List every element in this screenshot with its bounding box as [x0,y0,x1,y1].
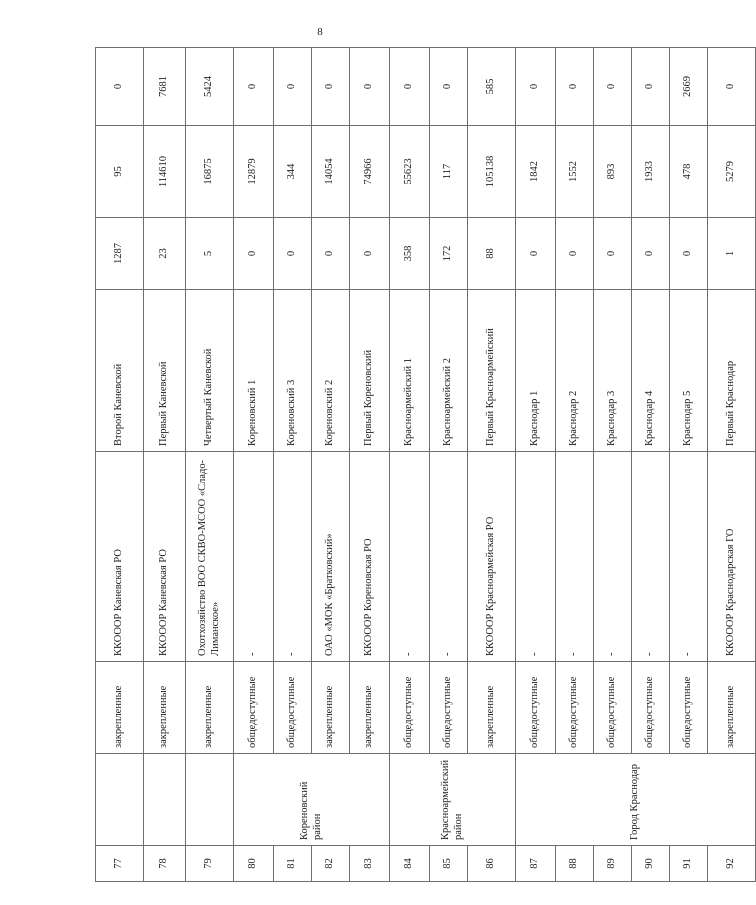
value-col-3: 5424 [186,48,234,126]
value-col-1: 0 [556,218,594,290]
user-organization: ККОООР Каневская РО [144,452,186,662]
value-col-1: 23 [144,218,186,290]
value-col-1: 0 [516,218,556,290]
hunting-grounds-table [95,47,756,882]
table-row [96,48,144,882]
value-col-2: 14054 [312,126,350,218]
row-number: 79 [186,846,234,882]
user-organization: - [274,452,312,662]
ground-type: общедоступные [234,662,274,754]
ground-name: Кореновский 3 [274,290,312,452]
user-organization: - [556,452,594,662]
user-organization: - [516,452,556,662]
value-col-3: 0 [234,48,274,126]
value-col-1: 0 [234,218,274,290]
ground-type: закрепленные [312,662,350,754]
value-col-1: 0 [350,218,390,290]
value-col-1: 0 [274,218,312,290]
ground-name: Четвертый Каневской [186,290,234,452]
district-cell-empty [96,754,144,846]
user-organization: - [670,452,708,662]
row-number: 85 [430,846,468,882]
value-col-3: 0 [594,48,632,126]
user-organization: Охотхозяйство ВОО СКВО-МСОО «Сладо-Лиманское» [186,452,234,662]
ground-name: Краснодар 4 [632,290,670,452]
ground-type: общедоступные [556,662,594,754]
value-col-2: 16875 [186,126,234,218]
district-cell-empty [144,754,186,846]
rotated-table-container [95,48,737,882]
row-number: 92 [708,846,756,882]
value-col-2: 74966 [350,126,390,218]
value-col-3: 0 [312,48,350,126]
value-col-3: 585 [468,48,516,126]
ground-name: Краснодар 1 [516,290,556,452]
ground-name: Первый Краснодар [708,290,756,452]
ground-name: Краснодар 3 [594,290,632,452]
row-number: 77 [96,846,144,882]
value-col-1: 88 [468,218,516,290]
district-label: Кореновский район [234,754,390,846]
value-col-1: 1 [708,218,756,290]
ground-type: общедоступные [390,662,430,754]
value-col-2: 55623 [390,126,430,218]
row-number: 81 [274,846,312,882]
value-col-1: 0 [632,218,670,290]
ground-type: закрепленные [350,662,390,754]
table-rotation-frame [95,48,737,882]
district-label: Город Краснодар [516,754,756,846]
value-col-2: 114610 [144,126,186,218]
value-col-2: 117 [430,126,468,218]
user-organization: - [594,452,632,662]
user-organization: ККОООР Кореновская РО [350,452,390,662]
table-row [516,48,556,882]
user-organization: ККОООР Каневская РО [96,452,144,662]
row-number: 80 [234,846,274,882]
value-col-3: 0 [96,48,144,126]
value-col-2: 1933 [632,126,670,218]
ground-name: Красноармейский 2 [430,290,468,452]
value-col-2: 1842 [516,126,556,218]
row-number: 91 [670,846,708,882]
ground-name: Второй Каневской [96,290,144,452]
user-organization: ККОООР Краснодарская ГО [708,452,756,662]
value-col-2: 12879 [234,126,274,218]
user-organization: ККОООР Красноармейская РО [468,452,516,662]
row-number: 89 [594,846,632,882]
value-col-1: 5 [186,218,234,290]
value-col-1: 1287 [96,218,144,290]
value-col-3: 0 [430,48,468,126]
value-col-3: 0 [708,48,756,126]
user-organization: - [430,452,468,662]
ground-type: закрепленные [468,662,516,754]
user-organization: - [234,452,274,662]
ground-name: Первый Красноармейский [468,290,516,452]
ground-name: Красноармейский 1 [390,290,430,452]
value-col-1: 358 [390,218,430,290]
district-label: Красноармейский район [390,754,516,846]
row-number: 84 [390,846,430,882]
value-col-2: 105138 [468,126,516,218]
ground-type: закрепленные [96,662,144,754]
value-col-3: 0 [390,48,430,126]
table-row [144,48,186,882]
value-col-2: 893 [594,126,632,218]
row-number: 82 [312,846,350,882]
value-col-1: 172 [430,218,468,290]
value-col-1: 0 [594,218,632,290]
ground-type: закрепленные [144,662,186,754]
row-number: 90 [632,846,670,882]
table-row [234,48,274,882]
row-number: 83 [350,846,390,882]
ground-name: Первый Каневской [144,290,186,452]
ground-name: Краснодар 5 [670,290,708,452]
ground-type: закрепленные [708,662,756,754]
ground-type: общедоступные [274,662,312,754]
value-col-3: 0 [274,48,312,126]
value-col-2: 5279 [708,126,756,218]
row-number: 88 [556,846,594,882]
row-number: 87 [516,846,556,882]
value-col-3: 2669 [670,48,708,126]
value-col-2: 478 [670,126,708,218]
value-col-1: 0 [312,218,350,290]
value-col-2: 95 [96,126,144,218]
ground-name: Краснодар 2 [556,290,594,452]
user-organization: ОАО «МОК «Братковский» [312,452,350,662]
row-number: 86 [468,846,516,882]
ground-name: Первый Кореновский [350,290,390,452]
value-col-3: 0 [556,48,594,126]
ground-type: общедоступные [516,662,556,754]
value-col-3: 0 [350,48,390,126]
ground-type: общедоступные [670,662,708,754]
value-col-1: 0 [670,218,708,290]
ground-type: общедоступные [430,662,468,754]
table-row [186,48,234,882]
row-number: 78 [144,846,186,882]
user-organization: - [632,452,670,662]
value-col-2: 1552 [556,126,594,218]
value-col-3: 7681 [144,48,186,126]
value-col-2: 344 [274,126,312,218]
user-organization: - [390,452,430,662]
value-col-3: 0 [632,48,670,126]
value-col-3: 0 [516,48,556,126]
table-row [390,48,430,882]
ground-type: общедоступные [594,662,632,754]
page-number: 8 [317,26,323,38]
ground-type: общедоступные [632,662,670,754]
ground-name: Кореновский 2 [312,290,350,452]
ground-type: закрепленные [186,662,234,754]
district-cell-empty [186,754,234,846]
ground-name: Кореновский 1 [234,290,274,452]
